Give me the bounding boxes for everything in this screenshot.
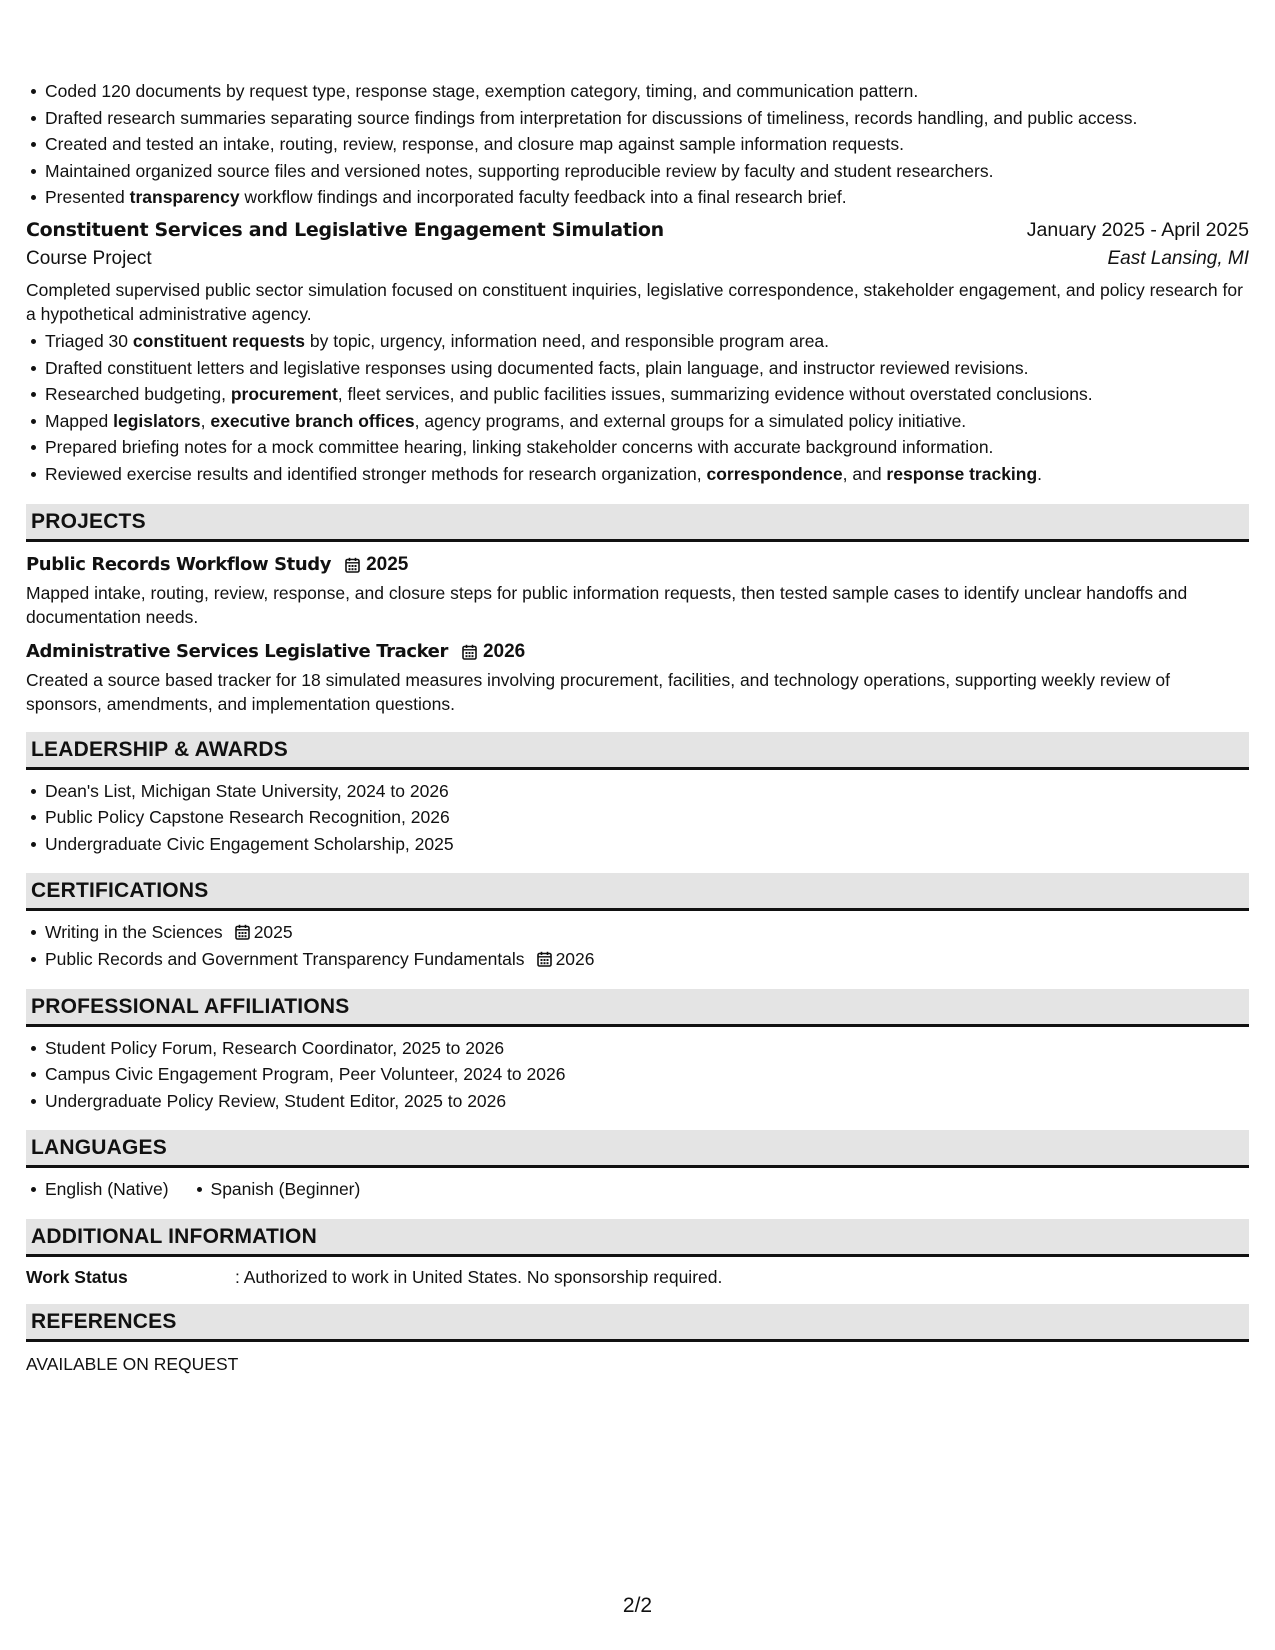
affiliations-heading: PROFESSIONAL AFFILIATIONS: [26, 989, 1249, 1027]
bullet-text: by topic, urgency, information need, and responsible program area.: [305, 330, 830, 351]
affiliation-item: Campus Civic Engagement Program, Peer Volunteer, 2024 to 2026: [45, 1061, 1249, 1088]
bold-keyword: correspondence: [706, 463, 843, 484]
bullet-text: ,: [200, 410, 211, 431]
calendar-icon: [462, 644, 477, 660]
language-item: Spanish (Beginner): [211, 1176, 361, 1203]
work-status-row: [26, 1267, 1249, 1288]
certification-item: [45, 919, 1249, 946]
simulation-entry-subheader: [26, 248, 1249, 270]
simulation-entry-header: [26, 219, 1249, 242]
bullet-text: Presented: [45, 187, 130, 208]
page-number: 2/2: [622, 1594, 653, 1617]
bullet-text: Created and tested an intake, routing, review, response, and closure map against sample information requests.: [45, 134, 904, 155]
simulation-bullet: [45, 381, 1249, 408]
project-year: 2026: [482, 640, 526, 662]
bullet-text: Maintained organized source files and versioned notes, supporting reproducible review by faculty and student researchers.: [45, 160, 994, 181]
language-item: English (Native): [45, 1176, 169, 1203]
project-title: Public Records Workflow Study: [26, 554, 332, 576]
affiliations-list: [26, 1035, 1249, 1115]
leadership-list: [26, 778, 1249, 858]
affiliation-item: Student Policy Forum, Research Coordinator, 2025 to 2026: [45, 1035, 1249, 1062]
bold-keyword: response tracking: [886, 463, 1038, 484]
languages-heading: LANGUAGES: [26, 1130, 1249, 1168]
bullet-text: Drafted research summaries separating source findings from interpretation for discussions of timeliness, records handling, and public access.: [45, 107, 1138, 128]
calendar-icon: [537, 951, 552, 967]
simulation-bullet: [45, 355, 1249, 382]
bullet-text: , fleet services, and public facilities issues, summarizing evidence without overstated conclusions.: [337, 384, 1093, 405]
bullet-text: Triaged 30: [45, 330, 133, 351]
bullet-text: workflow findings and incorporated faculty feedback into a final research brief.: [239, 187, 847, 208]
project-description: Mapped intake, routing, review, response, and closure steps for public information requests, then tested sample cases to identify unclear handoffs and documentation needs.: [26, 582, 1188, 627]
simulation-summary: Completed supervised public sector simulation focused on constituent inquiries, legislative correspondence, stakeholder engagement, and policy research for a hypothetical administrative agency.: [26, 279, 1243, 324]
simulation-bullet: [45, 434, 1249, 461]
bullet-text: .: [1037, 463, 1043, 484]
additional-info-heading: ADDITIONAL INFORMATION: [26, 1219, 1249, 1257]
certification-year: 2025: [253, 922, 293, 943]
bullet-text: , and: [842, 463, 887, 484]
simulation-location: East Lansing, MI: [1107, 247, 1249, 269]
bullet-text: Coded 120 documents by request type, response stage, exemption category, timing, and communication pattern.: [45, 81, 919, 101]
simulation-title: Constituent Services and Legislative Engagement Simulation: [26, 218, 664, 241]
certifications-heading: CERTIFICATIONS: [26, 873, 1249, 911]
bold-keyword: legislators: [113, 410, 201, 431]
references-heading: REFERENCES: [26, 1304, 1249, 1342]
certification-name: Writing in the Sciences: [45, 922, 223, 943]
bold-keyword: procurement: [230, 384, 338, 405]
bullet-text: Drafted constituent letters and legislative responses using documented facts, plain language, and instructor reviewed revisions.: [45, 357, 1029, 378]
simulation-bullet: [45, 408, 1249, 435]
certifications-list: [26, 919, 1249, 972]
work-status-label: Work Status: [26, 1266, 128, 1287]
bullet-text: Prepared briefing notes for a mock committee hearing, linking stakeholder concerns with accurate background information.: [45, 437, 994, 458]
project-header: [26, 641, 1249, 663]
leadership-heading: LEADERSHIP & AWARDS: [26, 732, 1249, 770]
award-item: Undergraduate Civic Engagement Scholarship, 2025: [45, 831, 1249, 858]
simulation-subtitle: Course Project: [26, 247, 152, 269]
bullet-text: Researched budgeting,: [45, 384, 231, 405]
projects-heading: PROJECTS: [26, 504, 1249, 542]
project-title: Administrative Services Legislative Tracker: [26, 641, 448, 663]
calendar-icon: [235, 924, 250, 940]
experience-bullet: [45, 184, 1249, 211]
bold-keyword: constituent requests: [132, 330, 306, 351]
bold-keyword: transparency: [129, 187, 240, 208]
simulation-bullet-list: [26, 328, 1249, 488]
award-item: Dean's List, Michigan State University, 2024 to 2026: [45, 778, 1249, 805]
work-status-value: : Authorized to work in United States. No sponsorship required.: [235, 1266, 723, 1287]
languages-list: [26, 1176, 1249, 1203]
simulation-bullet: [45, 328, 1249, 355]
simulation-dates: January 2025 - April 2025: [1026, 218, 1249, 241]
experience-bullet: [45, 131, 1249, 158]
experience-bullet: [45, 78, 1249, 105]
bold-keyword: executive branch offices: [210, 410, 415, 431]
project-year: 2025: [366, 553, 409, 575]
certification-item: [45, 946, 1249, 973]
calendar-icon: [345, 557, 360, 573]
project-description: Created a source based tracker for 18 simulated measures involving procurement, facilities, and technology operations, supporting weekly review of sponsors, amendments, and implementation questions.: [26, 669, 1170, 714]
affiliation-item: Undergraduate Policy Review, Student Editor, 2025 to 2026: [45, 1088, 1249, 1115]
certification-year: 2026: [555, 948, 595, 969]
experience-bullet: [45, 158, 1249, 185]
award-item: Public Policy Capstone Research Recognition, 2026: [45, 804, 1249, 831]
experience-bullet-list: [26, 78, 1249, 211]
simulation-bullet: [45, 461, 1249, 488]
experience-bullet: [45, 105, 1249, 132]
project-header: [26, 554, 1249, 576]
bullet-text: Reviewed exercise results and identified stronger methods for research organization,: [45, 463, 707, 484]
bullet-text: Mapped: [45, 410, 114, 431]
references-text: AVAILABLE ON REQUEST: [26, 1353, 239, 1374]
bullet-text: , agency programs, and external groups for a simulated policy initiative.: [414, 410, 967, 431]
projects-list: [26, 554, 1249, 716]
certification-name: Public Records and Government Transparency Fundamentals: [45, 948, 525, 969]
